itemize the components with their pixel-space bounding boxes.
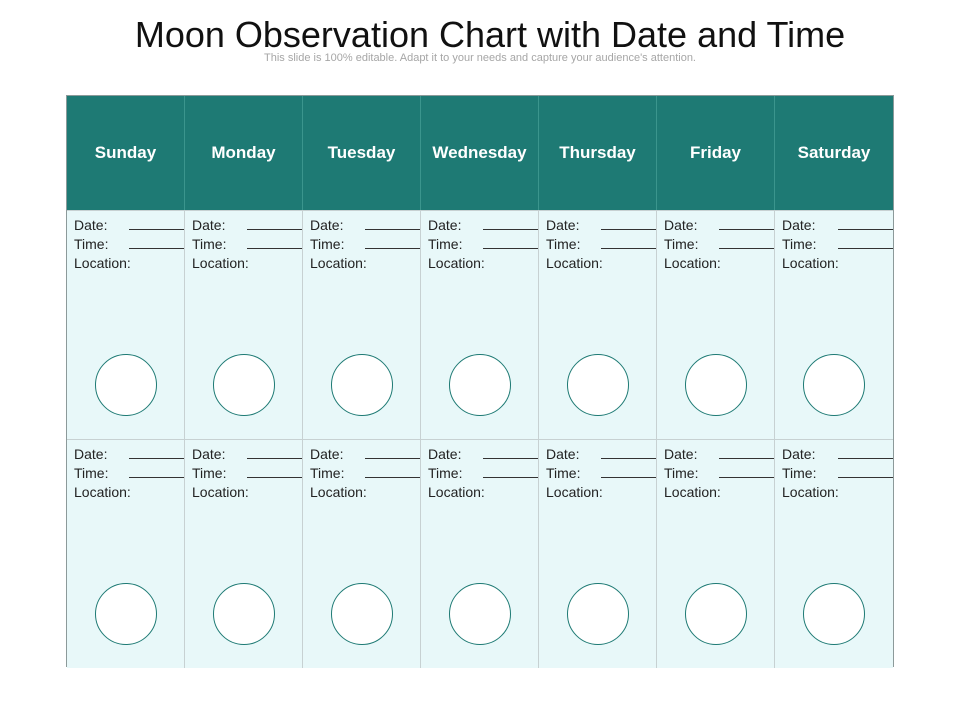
location-label: Location:	[546, 484, 603, 500]
date-entry-line[interactable]	[247, 229, 302, 230]
time-entry-line[interactable]	[483, 477, 538, 478]
day-header-sunday: Sunday	[67, 96, 185, 210]
location-label: Location:	[310, 255, 367, 271]
date-entry-line[interactable]	[483, 458, 538, 459]
observation-cell	[303, 210, 421, 439]
moon-phase-circle[interactable]	[331, 583, 393, 645]
observation-cell	[775, 210, 893, 439]
date-label: Date:	[310, 446, 344, 462]
day-header-wednesday: Wednesday	[421, 96, 539, 210]
location-label: Location:	[428, 255, 485, 271]
time-entry-line[interactable]	[601, 477, 656, 478]
time-label: Time:	[428, 465, 463, 481]
time-label: Time:	[428, 236, 463, 252]
moon-phase-circle[interactable]	[449, 354, 511, 416]
date-label: Date:	[782, 446, 816, 462]
location-label: Location:	[664, 484, 721, 500]
moon-phase-circle[interactable]	[449, 583, 511, 645]
moon-phase-circle[interactable]	[567, 354, 629, 416]
observation-cell	[421, 439, 539, 668]
date-entry-line[interactable]	[838, 229, 893, 230]
time-entry-line[interactable]	[365, 248, 420, 249]
observation-cell	[67, 210, 185, 439]
observation-cell	[67, 439, 185, 668]
date-entry-line[interactable]	[601, 458, 656, 459]
date-label: Date:	[664, 446, 698, 462]
date-label: Date:	[310, 217, 344, 233]
time-entry-line[interactable]	[483, 248, 538, 249]
date-label: Date:	[428, 217, 462, 233]
date-label: Date:	[546, 446, 580, 462]
date-entry-line[interactable]	[601, 229, 656, 230]
date-label: Date:	[428, 446, 462, 462]
moon-phase-circle[interactable]	[95, 354, 157, 416]
time-label: Time:	[192, 465, 227, 481]
time-label: Time:	[546, 236, 581, 252]
day-header-friday: Friday	[657, 96, 775, 210]
date-label: Date:	[546, 217, 580, 233]
moon-phase-circle[interactable]	[567, 583, 629, 645]
time-label: Time:	[310, 465, 345, 481]
date-entry-line[interactable]	[719, 229, 774, 230]
date-label: Date:	[782, 217, 816, 233]
time-entry-line[interactable]	[719, 477, 774, 478]
location-label: Location:	[192, 484, 249, 500]
date-entry-line[interactable]	[838, 458, 893, 459]
observation-cell	[303, 439, 421, 668]
location-label: Location:	[428, 484, 485, 500]
page-subtitle: This slide is 100% editable. Adapt it to your needs and capture your audience's attention.	[264, 52, 696, 64]
observation-cell	[539, 439, 657, 668]
location-label: Location:	[310, 484, 367, 500]
observation-cell	[421, 210, 539, 439]
moon-phase-circle[interactable]	[685, 583, 747, 645]
observation-cell	[657, 210, 775, 439]
time-entry-line[interactable]	[719, 248, 774, 249]
day-header-tuesday: Tuesday	[303, 96, 421, 210]
location-label: Location:	[782, 484, 839, 500]
location-label: Location:	[782, 255, 839, 271]
moon-observation-table	[66, 95, 894, 667]
time-label: Time:	[782, 236, 817, 252]
location-label: Location:	[74, 484, 131, 500]
moon-phase-circle[interactable]	[213, 354, 275, 416]
date-label: Date:	[664, 217, 698, 233]
time-entry-line[interactable]	[838, 248, 893, 249]
time-entry-line[interactable]	[838, 477, 893, 478]
day-header-saturday: Saturday	[775, 96, 893, 210]
moon-phase-circle[interactable]	[803, 583, 865, 645]
time-label: Time:	[782, 465, 817, 481]
date-label: Date:	[192, 446, 226, 462]
observation-cell	[539, 210, 657, 439]
time-entry-line[interactable]	[365, 477, 420, 478]
date-label: Date:	[74, 217, 108, 233]
date-entry-line[interactable]	[483, 229, 538, 230]
time-label: Time:	[664, 465, 699, 481]
page-title: Moon Observation Chart with Date and Time	[134, 14, 846, 55]
date-entry-line[interactable]	[129, 229, 184, 230]
date-entry-line[interactable]	[365, 458, 420, 459]
day-header-monday: Monday	[185, 96, 303, 210]
date-entry-line[interactable]	[247, 458, 302, 459]
date-label: Date:	[74, 446, 108, 462]
time-entry-line[interactable]	[601, 248, 656, 249]
location-label: Location:	[664, 255, 721, 271]
time-entry-line[interactable]	[129, 248, 184, 249]
observation-cell	[185, 210, 303, 439]
location-label: Location:	[192, 255, 249, 271]
moon-phase-circle[interactable]	[95, 583, 157, 645]
moon-phase-circle[interactable]	[331, 354, 393, 416]
date-label: Date:	[192, 217, 226, 233]
moon-phase-circle[interactable]	[213, 583, 275, 645]
time-label: Time:	[74, 236, 109, 252]
location-label: Location:	[546, 255, 603, 271]
day-header-thursday: Thursday	[539, 96, 657, 210]
time-label: Time:	[546, 465, 581, 481]
observation-cell	[775, 439, 893, 668]
time-label: Time:	[310, 236, 345, 252]
date-entry-line[interactable]	[129, 458, 184, 459]
time-entry-line[interactable]	[129, 477, 184, 478]
observation-cell	[185, 439, 303, 668]
time-entry-line[interactable]	[247, 477, 302, 478]
location-label: Location:	[74, 255, 131, 271]
time-label: Time:	[664, 236, 699, 252]
moon-phase-circle[interactable]	[685, 354, 747, 416]
date-entry-line[interactable]	[365, 229, 420, 230]
time-entry-line[interactable]	[247, 248, 302, 249]
observation-cell	[657, 439, 775, 668]
time-label: Time:	[74, 465, 109, 481]
time-label: Time:	[192, 236, 227, 252]
date-entry-line[interactable]	[719, 458, 774, 459]
moon-phase-circle[interactable]	[803, 354, 865, 416]
